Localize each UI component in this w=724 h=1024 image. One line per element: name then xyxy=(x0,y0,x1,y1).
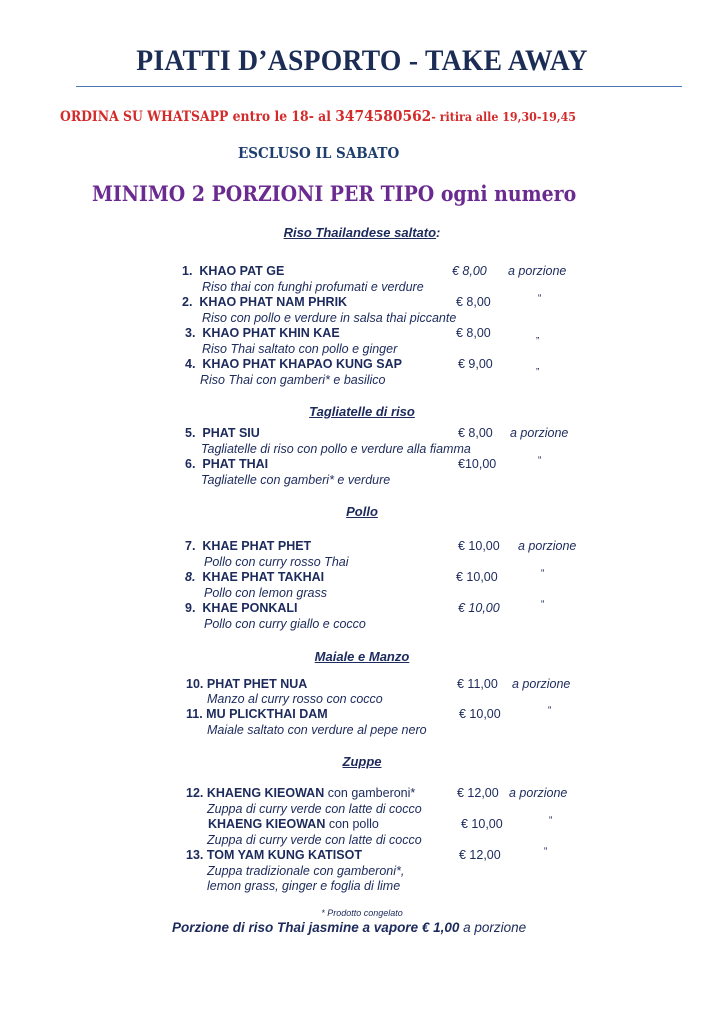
text: 5. xyxy=(185,426,196,440)
text: Pollo xyxy=(346,504,378,519)
order-text: ORDINA SU WHATSAPP entro le 18- al xyxy=(60,109,336,125)
text: a porzione xyxy=(459,920,527,935)
item-name: PHAT SIU xyxy=(202,426,260,440)
section-title xyxy=(0,404,724,419)
item-price: € 12,00 xyxy=(457,786,499,800)
item-description: lemon grass, ginger e foglia di lime xyxy=(207,879,401,893)
item-description: Manzo al curry rosso con cocco xyxy=(207,692,383,706)
item-note: “ xyxy=(544,846,548,857)
item-name: PHAT PHET NUA xyxy=(206,677,308,691)
text: 3. xyxy=(185,326,196,340)
item-price: € 8,00 xyxy=(456,295,491,309)
pickup-time: - ritira alle 19,30-19,45 xyxy=(431,110,576,124)
item-price: € 8,00 xyxy=(452,264,487,278)
page-title: PIATTI D’ASPORTO - TAKE AWAY xyxy=(136,44,588,77)
text: 6. xyxy=(185,457,196,471)
text xyxy=(185,357,402,371)
item-note: a porzione xyxy=(518,539,577,553)
text: con gamberoni* xyxy=(324,786,416,800)
item-note: „ xyxy=(536,330,540,341)
text xyxy=(182,295,347,309)
frozen-footnote: * Prodotto congelato xyxy=(321,908,403,918)
item-price: € 8,00 xyxy=(458,426,493,440)
section-title xyxy=(0,754,724,769)
text xyxy=(186,707,328,721)
text xyxy=(186,677,307,691)
text xyxy=(186,786,415,800)
text xyxy=(182,264,284,278)
minimum-portions: MINIMO 2 PORZIONI PER TIPO ogni numero xyxy=(92,181,577,206)
item-description: Maiale saltato con verdure al pepe nero xyxy=(207,723,427,737)
item-name: KHAO PAT GE xyxy=(199,264,285,278)
text: 9. xyxy=(185,601,196,615)
title-divider xyxy=(76,86,682,87)
item-price: €10,00 xyxy=(458,457,497,471)
item-price: € 10,00 xyxy=(461,817,503,831)
item-description: Pollo con curry rosso Thai xyxy=(204,555,349,569)
item-note: „ xyxy=(536,361,540,372)
whatsapp-number[interactable]: 3474580562 xyxy=(335,107,432,125)
text: Riso Thailandese saltato xyxy=(283,225,437,240)
item-description: Tagliatelle di riso con pollo e verdure alla fiamma xyxy=(201,442,471,456)
item-name: KHAENG KIEOWAN xyxy=(206,786,325,800)
text xyxy=(186,848,362,862)
text: Maiale e Manzo xyxy=(314,649,410,664)
text xyxy=(185,326,340,340)
text: 4. xyxy=(185,357,196,371)
item-description: Zuppa tradizionale con gamberoni*, xyxy=(207,864,405,878)
item-price: € 10,00 xyxy=(458,539,500,553)
item-description: Riso thai con funghi profumati e verdure xyxy=(202,280,424,294)
item-description: Zuppa di curry verde con latte di cocco xyxy=(207,802,422,816)
text: 7. xyxy=(185,539,196,553)
item-name: MU PLICKTHAI DAM xyxy=(206,707,328,721)
item-note: a porzione xyxy=(510,426,569,440)
section-title xyxy=(0,225,724,240)
item-description: Pollo con curry giallo e cocco xyxy=(204,617,366,631)
item-description: Riso con pollo e verdure in salsa thai piccante xyxy=(202,311,457,325)
text xyxy=(208,817,379,831)
item-note: “ xyxy=(541,599,545,610)
item-note: “ xyxy=(549,815,553,826)
text: 8. xyxy=(185,570,196,584)
text xyxy=(185,570,324,584)
item-name: KHAE PHAT PHET xyxy=(202,539,312,553)
item-note: a porzione xyxy=(509,786,568,800)
item-price: € 10,00 xyxy=(458,601,500,615)
item-note: a porzione xyxy=(508,264,567,278)
text: Tagliatelle di riso xyxy=(309,404,415,419)
text xyxy=(185,457,268,471)
text: Zuppe xyxy=(342,754,382,769)
item-note: “ xyxy=(538,293,542,304)
text: 12. xyxy=(186,786,204,800)
excluded-day: ESCLUSO IL SABATO xyxy=(238,144,400,162)
text: 2. xyxy=(182,295,193,309)
item-note: “ xyxy=(541,568,545,579)
item-name: KHAO PHAT NAM PHRIK xyxy=(199,295,348,309)
item-price: € 10,00 xyxy=(456,570,498,584)
item-note: “ xyxy=(538,455,542,466)
section-title xyxy=(0,649,724,664)
text: 10. xyxy=(186,677,204,691)
rice-portion xyxy=(172,920,526,935)
item-note: “ xyxy=(548,705,552,716)
section-title xyxy=(0,504,724,519)
text xyxy=(185,601,298,615)
text: : xyxy=(436,225,441,240)
item-name: TOM YAM KUNG KATISOT xyxy=(206,848,362,862)
text xyxy=(185,539,311,553)
text: 1. xyxy=(182,264,193,278)
item-name: KHAE PHAT TAKHAI xyxy=(202,570,325,584)
item-price: € 9,00 xyxy=(458,357,493,371)
text xyxy=(185,426,260,440)
item-name: KHAE PONKALI xyxy=(202,601,298,615)
item-description: Tagliatelle con gamberi* e verdure xyxy=(201,473,391,487)
item-price: € 12,00 xyxy=(459,848,501,862)
item-price: € 10,00 xyxy=(459,707,501,721)
item-name: PHAT THAI xyxy=(202,457,269,471)
item-name: KHAENG KIEOWAN xyxy=(208,817,326,831)
item-name: KHAO PHAT KHIN KAE xyxy=(202,326,340,340)
item-price: € 11,00 xyxy=(457,677,498,691)
order-info xyxy=(60,107,576,125)
item-description: Riso Thai saltato con pollo e ginger xyxy=(202,342,398,356)
item-description: Zuppa di curry verde con latte di cocco xyxy=(207,833,422,847)
text: 13. xyxy=(186,848,204,862)
item-description: Riso Thai con gamberi* e basilico xyxy=(200,373,386,387)
text: 11. xyxy=(186,707,203,721)
text: con pollo xyxy=(325,817,379,831)
text: Porzione di riso Thai jasmine a vapore € 1,00 xyxy=(172,920,460,935)
item-name: KHAO PHAT KHAPAO KUNG SAP xyxy=(202,357,402,371)
item-price: € 8,00 xyxy=(456,326,491,340)
item-description: Pollo con lemon grass xyxy=(204,586,327,600)
item-note: a porzione xyxy=(512,677,571,691)
